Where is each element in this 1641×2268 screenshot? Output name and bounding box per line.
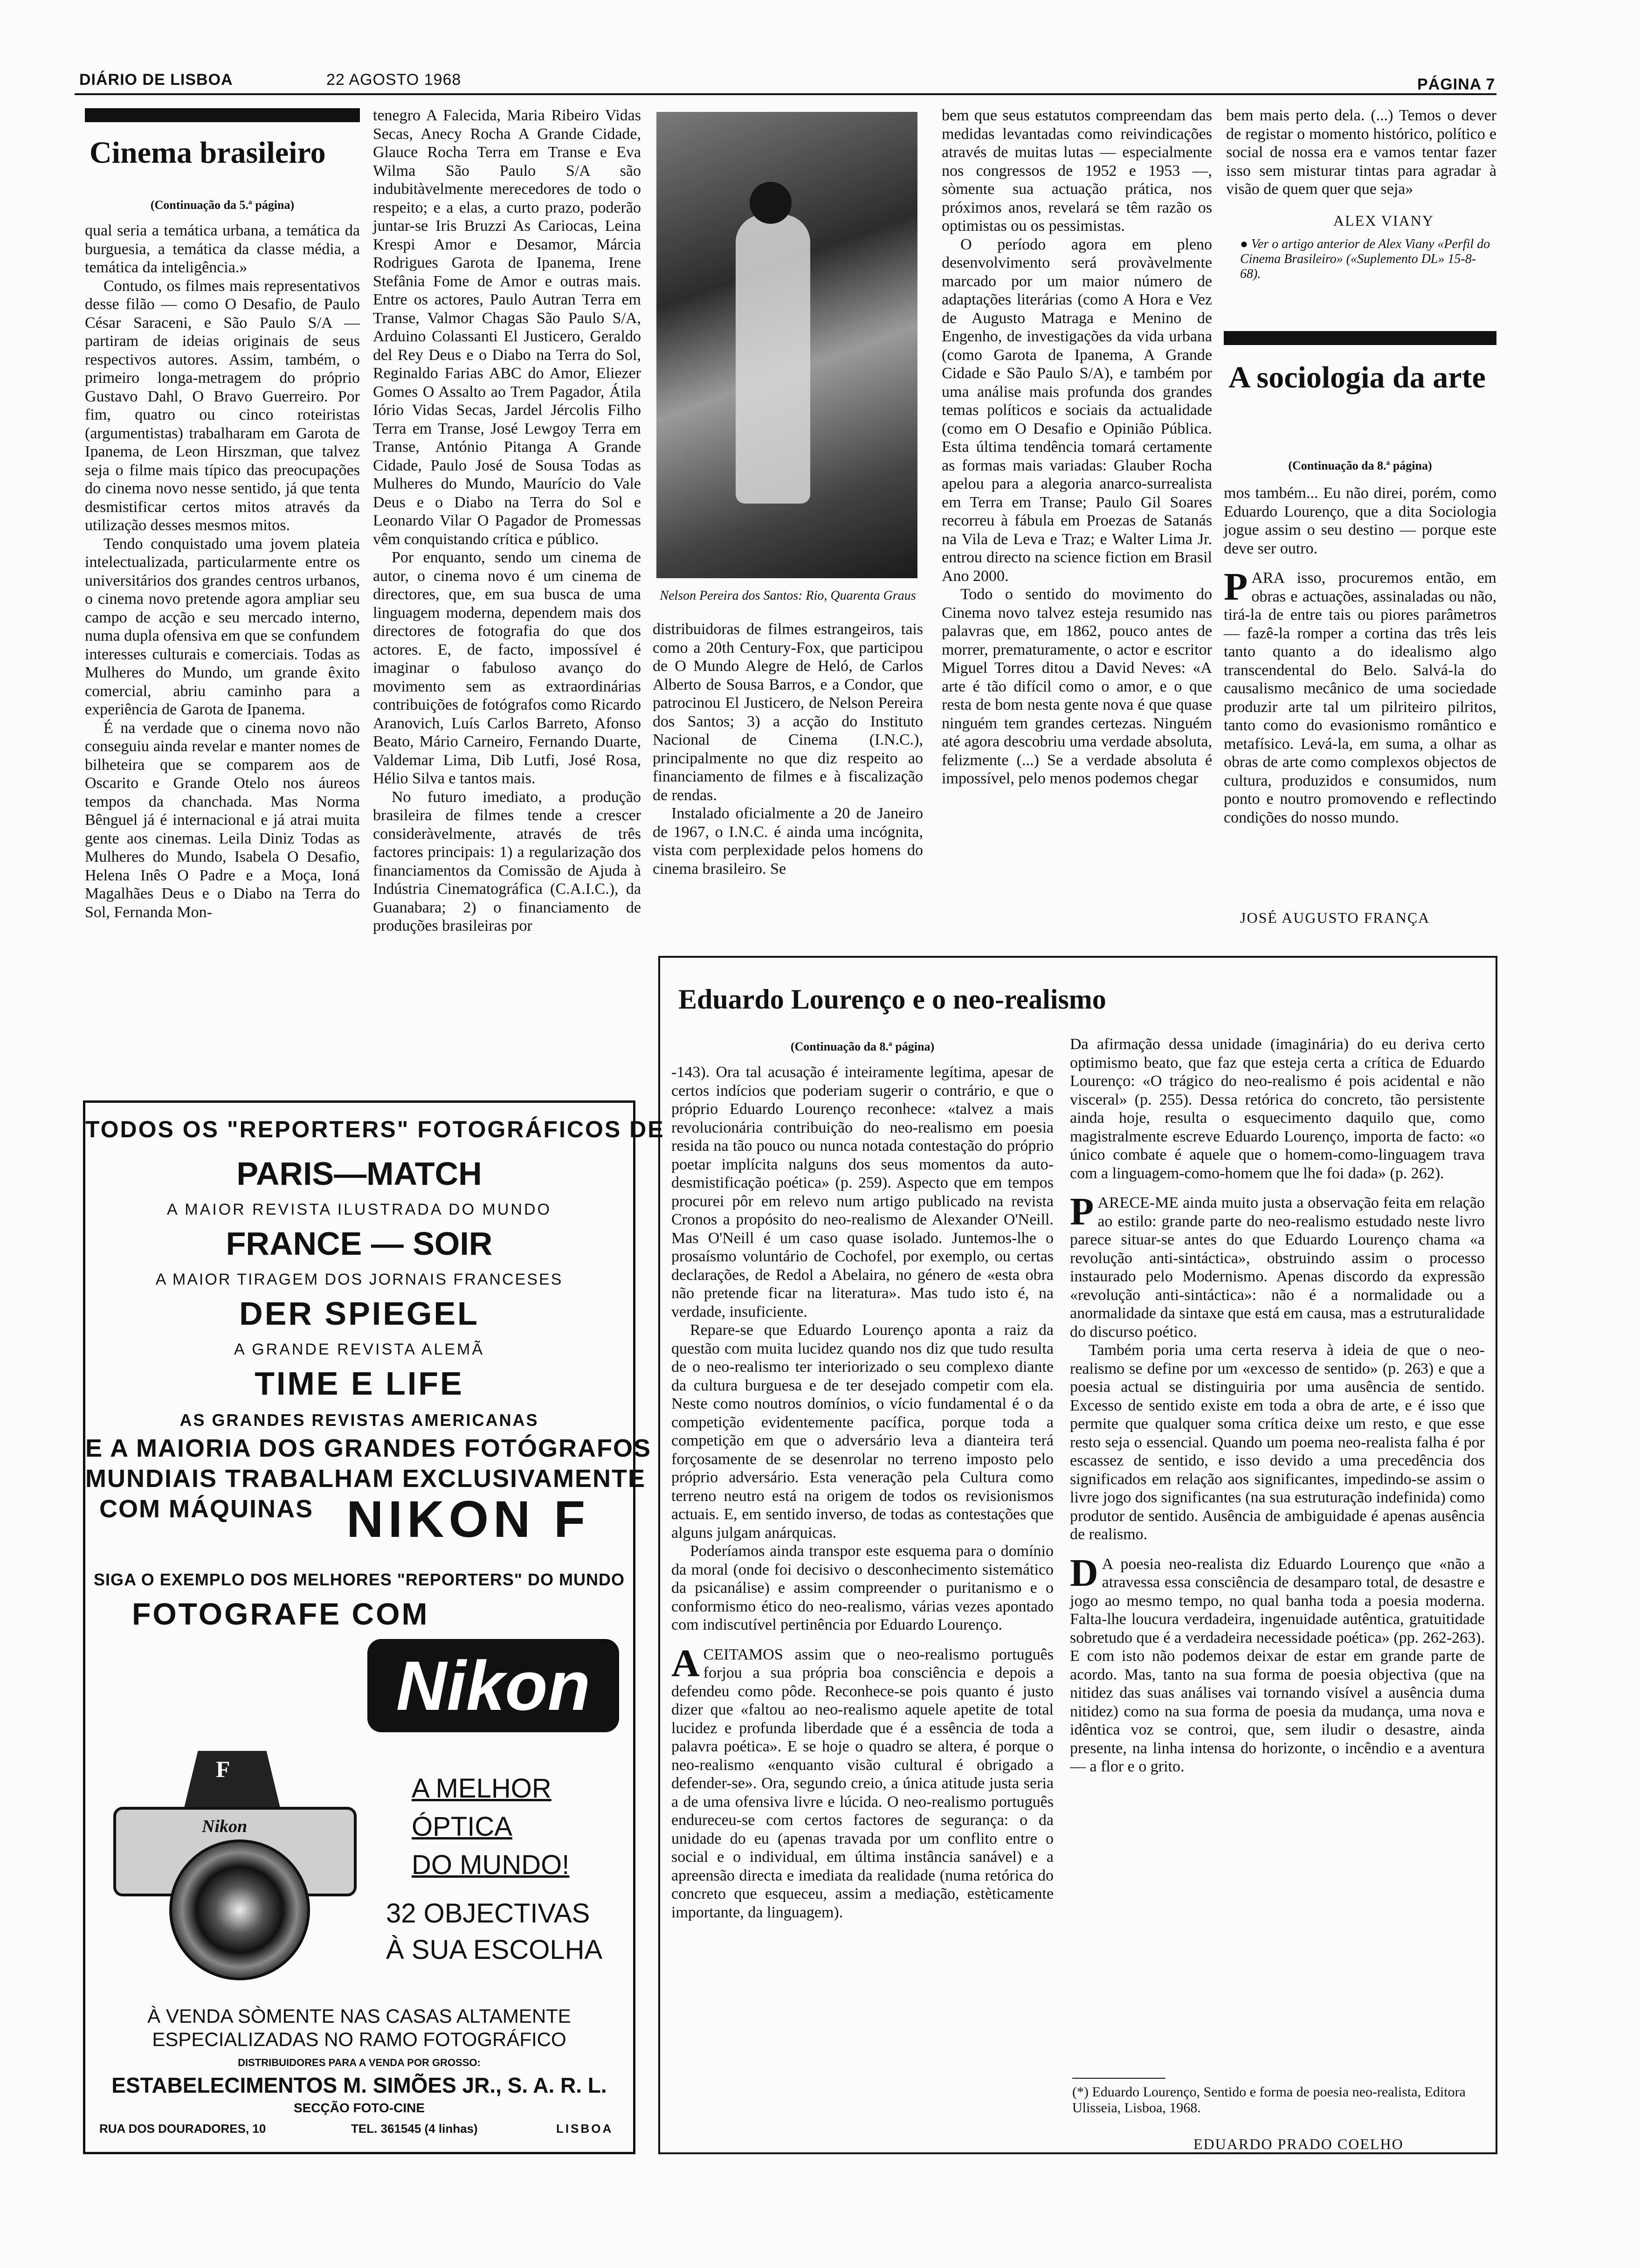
page-number: PÁGINA 7 <box>1417 76 1496 93</box>
ad-line: FOTOGRAFE COM <box>132 1597 429 1631</box>
lourenco-signature: EDUARDO PRADO COELHO <box>1193 2136 1404 2152</box>
ad-line: AS GRANDES REVISTAS AMERICANAS <box>179 1411 539 1430</box>
ad-brand: FRANCE — SOIR <box>226 1225 493 1262</box>
lourenco-footnote: (*) Eduardo Lourenço, Sentido e forma de poesia neo-realista, Editora Ulisseia, Lisboa, 1968. <box>1072 2084 1466 2116</box>
ad-line: SIGA O EXEMPLO DOS MELHORES "REPORTERS" DO MUNDO <box>94 1570 625 1589</box>
ad-line: COM MÁQUINAS <box>99 1495 313 1523</box>
bullet-icon: ● <box>1240 237 1251 251</box>
ad-brand: DER SPIEGEL <box>239 1295 479 1332</box>
cinema-col2: tenegro A Falecida, Maria Ribeiro Vidas Secas, Anecy Rocha A Grande Cidade, Glauce Rocha Terra em Transe e Eva Wilma São Paulo S/A são indubitàvelmente merecedores de todo o respeito; e a elas, a curto prazo, poderão juntar-se Iris Bruzzi As Cariocas, Leina Krespi Amor e Desamor, Márcia Rodrigues Garota de Ipanema, Irene Stefânia Fome de Amor e outras mais. Entre os actores, Paulo Autran Terra em Transe, Valmor Chagas São Paulo S/A, Arduino Colassanti El Justicero, Geraldo del Rey Deus e o Diabo na Terra do Sol, Reginaldo Farias ABC do Amor, Eliezer Gomes O Assalto ao Trem Pagador, Átila Iório Vidas Secas, Jardel Jércolis Filho Terra em Transe, José Lewgoy Terra em Transe, António Pitanga A Grande Cidade, Paulo José de Sousa Todas as Mulheres do Mundo, Maurício do Vale Deus e o Diabo na Terra do Sol e Leonardo Vilar O Pagador de Promessas vêm conquistando crítica e público. Por enquanto, sendo um cinema de autor, o cinema novo é um cinema de directores, que, em sua busca de uma linguagem moderna, dependem mais dos directores de fotografia do que dos actores. E, de facto, impossível é imaginar o fabuloso avanço do movimento sem as extraordinárias contribuições de fotógrafos como Ricardo Aranovich, Luís Carlos Barreto, Afonso Beato, Mário Carneiro, Fernando Duarte, Valdemar Lima, Dib Lutfi, José Rosa, Hélio Silva e tantos mais. No futuro imediato, a produção brasileira de filmes tende a crescer consideràvelmente, através de três factores principais: 1) a regularização dos financiamentos da Comissão de Ajuda à Indústria Cinematográfica (C.A.I.C.), da Guanabara; 2) o financiamento de produções brasileiras por <box>373 107 641 934</box>
ad-line: DISTRIBUIDORES PARA A VENDA POR GROSSO: <box>238 2057 481 2068</box>
cinema-col5: bem mais perto dela. (...) Temos o dever de registar o momento histórico, político e social de nossa era e vamos tentar fazer isso sem misturar tintas para agradar à visão de quem quer que seja» <box>1226 107 1496 198</box>
cinema-col4: bem que seus estatutos compreendam das medidas levantadas como reivindicações através de muitas lutas — especialmente nos congressos de 1952 e 1953 —, sòmente sua actuação prática, nos próximos anos, revelará se têm razão os optimistas ou os pessimistas. O período agora em pleno desenvolvimento será provàvelmente marcado por um maior número de adaptações literárias (como A Hora e Vez de Augusto Matraga e Menino de Engenho, de investigações da vida urbana (como Garota de Ipanema, A Grande Cidade e São Paulo S/A), e também por uma análise mais profunda dos grandes temas políticos e sociais da actualidade (como em O Desafio e Opinião Pública. Esta última tendência tomará certamente as formas mais variadas: Glauber Rocha apelou para a alegoria anarco-surrealista em Terra em Transe; Paulo Gil Soares recorreu à fábula em Proezas de Satanás na Vila de Leva e Traz; e Walter Lima Jr. entrou directo na science fiction em Brasil Ano 2000. Todo o sentido do movimento do Cinema novo talvez esteja resumido nas palavras que, em 1862, pouco antes de morrer, prematuramente, o actor e escritor Miguel Torres ditou a David Neves: «A arte é tão difícil como o amor, e o que resta de bom nesta gente nova é que quase ninguém tem grandes certezas. Ninguém até agora descobriu uma verdade absoluta, felizmente (...) Se a verdade absoluta é impossível, pelo menos podemos chegar <box>942 107 1212 787</box>
photo-caption: Nelson Pereira dos Santos: Rio, Quarenta Graus <box>660 588 916 603</box>
section-bar <box>1224 331 1496 345</box>
newspaper-name: DIÁRIO DE LISBOA <box>79 71 233 89</box>
drop-cap: A <box>671 1641 700 1685</box>
camera-illustration: F Nikon <box>113 1746 351 1993</box>
nikon-ad <box>83 1100 665 2154</box>
ad-address: RUA DOS DOURADORES, 10 <box>99 2122 266 2136</box>
ad-objectives: 32 OBJECTIVAS À SUA ESCOLHA <box>386 1898 603 1965</box>
lourenco-continuation: (Continuação da 8.ª página) <box>790 1040 935 1053</box>
lourenco-col1: -143). Ora tal acusação é inteiramente legítima, apesar de certos indícios que poderiam sugerir o contrário, e que o próprio Eduardo Lourenço reconhece: «talvez a mais revolucionária contribuição do neo-realismo em poesia resida na tão pouco ou nunca notada contestação do próprio poetar implícita nalguns dos seus momentos da auto-desmistificação poética» (p. 259). Aspecto que em tempos procurei pôr em relevo num artigo publicado na revista Cronos a propósito do neo-realismo de Alexander O'Neill. Mas O'Neill é um caso quase isolado. Juntemos-lhe o prosaísmo voluntário de Cochofel, por exemplo, ou certas declarações, de Redol a Abelaira, no género de «esta obra não pretende ficar na literatura». Mas tudo isto é, na verdade, insuficiente. Repare-se que Eduardo Lourenço aponta a raiz da questão com muita lucidez quando nos diz que tudo resulta de o neo-realismo ter interiorizado o seu complexo diante da cultura burguesa e de ter desejado competir com ela. Neste como noutros domínios, o vício fundamental é o da competição evidentemente pacífica, porque toda a competição em que o adversário leva a dianteira terá forçosamente de se desenrolar no terreno imposto pelo próprio adversário. Esta veneração pela Cultura como terreno neutro está na origem de todos os revisionismos actuais. E, em sentido inverso, de todas as contestações que alguns julgam anárquicas. Poderíamos ainda transpor este esquema para o domínio da moral (onde foi decisivo o desconhecimento sistemático da psicanálise) e assim compreender o puritanismo e o conformismo ético do neo-realismo, várias vezes apontado com indiscutível pertinência por Eduardo Lourenço. ACEITAMOS assim que o neo-realismo português forjou a sua própria boa consciência e depois a defendeu como pôde. Reconhece-se pois quanto é justo dizer que «faltou ao neo-realismo aquele apetite de total lucidez e profunda liberdade que é a essência de toda a palavra poética». E se hoje o quadro se altera, é porque o neo-realismo «enquanto visão cultural é obrigado a defender-se». Ora, segundo creio, a única atitude justa seria a de uma ofensiva livre e lúcida. O neo-realismo português endureceu-se com certos factores de segurança: o da unidade do eu (apenas travada por um conflito entre o social e o individual, em última instância sanável) e a apreensão directa e imediata da realidade (numa retórica do concreto que esqueceu, assim a mediação, estèticamente importante, da linguagem). <box>671 1064 1054 1921</box>
ad-line: TODOS OS "REPORTERS" FOTOGRÁFICOS DE <box>85 1116 665 1142</box>
ad-line: A MAIOR TIRAGEM DOS JORNAIS FRANCESES <box>155 1271 563 1288</box>
ad-slogan: A MELHOR ÓPTICA DO MUNDO! <box>412 1773 570 1880</box>
ad-brand: TIME E LIFE <box>255 1365 464 1402</box>
nikon-logo: Nikon <box>367 1639 619 1732</box>
ad-city: LISBOA <box>556 2122 614 2136</box>
ad-line: A GRANDE REVISTA ALEMÃ <box>234 1341 485 1358</box>
lourenco-col2: Da afirmação dessa unidade (imaginária) do eu deriva certo optimismo beato, que faz que esteja certa a crítica de Eduardo Lourenço: «O trágico do neo-realismo é pois acidental e não visceral» (p. 255). Dessa retórica do concreto, tão persistente ainda hoje, resulta o esquecimento daquilo que, como magistralmente escreve Eduardo Lourenço, importa de facto: «o único combate é aquele que o homem-como-linguagem trava com a linguagem-como-homem que lhe foi dada» (p. 262). PARECE-ME ainda muito justa a observação feita em relação ao estilo: grande parte do neo-realismo estudado neste livro parece situar-se antes do que Eduardo Lourenço chama «a revolução anti-sintáctica», obstruindo assim o processo instaurado pelo Modernismo. Apenas discordo da expressão «revolução anti-sintáctica»: não é a normalidade ou a anormalidade da sintaxe que está em causa, mas a estruturalidade do discurso poético. Também poria uma certa reserva à ideia de que o neo-realismo se define por um «excesso de sentido» (p. 263) e que a poesia actual se distinguiria por uma ausência de sentido. Excesso de sentido existe em toda a obra de arte, e é isso que permite que qualquer soma crítica deixe um resto, e que esse resto seja o essencial. Quando um poema neo-realista falha é por escassez de sentido, e isso devido a uma precedência dos significados em relação aos significantes, impedindo-se assim o livre jogo dos significantes (na sua estruturação indefinida) como produtor de sentido. Ausência de ambiguidade é apenas ausência de realismo. D A poesia neo-realista diz Eduardo Lourenço que «não a atravessa essa consciência de desamparo total, de desastre e jogo ao mesmo tempo, no qual banha toda a poesia moderna. Falta-lhe loucura verdadeira, ingenuidade autêntica, gratuitidade sobretudo que é a verdadeira necessidade poética» (pp. 262-263). E com isto não podemos deixar de estar em grande parte de acordo. Mas, tanto na sua forma de poesia objectiva (que na nitidez das suas análises vai tornando visível a ausência duma nitidez) como na sua forma de poesia da mudança, uma nova e idêntica voz se controi, que, sem iludir o desastre, ainda presente, na linha intensa do horizonte, o incêndio e a aventura — a flor e o grito. <box>1070 1036 1485 1775</box>
sociologia-signature: JOSÉ AUGUSTO FRANÇA <box>1240 909 1430 926</box>
sociologia-title: A sociologia da arte <box>1228 360 1486 394</box>
ad-line: SECÇÃO FOTO-CINE <box>293 2101 425 2115</box>
film-still-photo <box>656 112 917 578</box>
ad-line: MUNDIAIS TRABALHAM EXCLUSIVAMENTE <box>85 1465 646 1493</box>
drop-cap: P <box>1070 1190 1094 1233</box>
ad-line: ESPECIALIZADAS NO RAMO FOTOGRÁFICO <box>152 2028 566 2050</box>
sociologia-continuation: (Continuação da 8.ª página) <box>1288 459 1432 472</box>
ad-line: E A MAIORIA DOS GRANDES FOTÓGRAFOS <box>85 1434 652 1462</box>
sociologia-body: mos também... Eu não direi, porém, como Eduardo Lourenço, que a dita Sociologia jogue assim o seu destino — porque este deve ser outro. PARA isso, procuremos então, em obras e actuações, assinaladas ou não, tirá-la de entre tais ou piores parâmetros — fazê-la romper a cortina das três leis tanto quanto a do idealismo algo transcendental do Belo. Salvá-la do causalismo mecânico de uma sociedade produzir arte tal um pilriteiro pilritos, tanto como do evasionismo romântico e metafísico. Levá-la, em suma, a olhar as obras de arte como complexos objectos de cultura, produzidos e consumidos, num ponto e noutro promovendo e reflectindo condições do nosso mundo. <box>1224 484 1496 826</box>
ad-product: NIKON F <box>346 1491 590 1548</box>
ad-phone: TEL. 361545 (4 linhas) <box>351 2122 478 2136</box>
lourenco-title: Eduardo Lourenço e o neo-realismo <box>678 984 1106 1015</box>
ad-brand: PARIS—MATCH <box>236 1155 482 1192</box>
issue-date: 22 AGOSTO 1968 <box>326 71 462 89</box>
footnote-rule <box>1072 2078 1165 2079</box>
cinema-continuation: (Continuação da 5.ª página) <box>150 198 295 212</box>
ad-line: À VENDA SÒMENTE NAS CASAS ALTAMENTE <box>147 2005 571 2027</box>
drop-cap: P <box>1224 565 1248 608</box>
ad-line: A MAIOR REVISTA ILUSTRADA DO MUNDO <box>167 1201 552 1218</box>
section-bar <box>85 108 360 122</box>
cinema-signature: ALEX VIANY <box>1333 212 1434 229</box>
ad-distributor: ESTABELECIMENTOS M. SIMÕES JR., S. A. R. L. <box>111 2073 607 2097</box>
header-rule <box>75 93 1496 95</box>
cinema-col3: distribuidoras de filmes estrangeiros, tais como a 20th Century-Fox, que participou de O Mundo Alegre de Heló, de Carlos Alberto de Sousa Barros, e a Condor, que patrocinou El Justicero, de Nelson Pereira dos Santos; 3) a acção do Instituto Nacional de Cinema (I.N.C.), principalmente no que diz respeito ao financiamento de filmes e à fiscalização de rendas. Instalado oficialmente a 20 de Janeiro de 1967, o I.N.C. é ainda uma incógnita, vista com perplexidade pelos homens do cinema brasileiro. Se <box>653 621 923 878</box>
cinema-note: ● Ver o artigo anterior de Alex Viany «Perfil do Cinema Brasileiro» («Suplemento DL» 15-8-68). <box>1240 237 1490 281</box>
cinema-col1: qual seria a temática urbana, a temática da burguesia, a temática da classe média, a temática da inteligência.» Contudo, os filmes mais representativos desse filão — como O Desafio, de Paulo César Saraceni, e São Paulo S/A — partiram de ideias originais de seus respectivos autores. Assim, também, o primeiro longa-metragem do próprio Gustavo Dahl, O Bravo Guerreiro. Por fim, quatro ou cinco roteiristas (argumentistas) trabalharam em Garota de Ipanema, de Leon Hirszman, que talvez seja o filme mais típico das preocupações do cinema novo nesse sentido, já que tenta desmistificar certos mitos através da utilização desses mesmos mitos. Tendo conquistado uma jovem plateia intelectualizada, particularmente entre os universitários dos grandes centros urbanos, o cinema novo pretende agora ampliar seu campo de acção e seu mercado interno, numa dupla ofensiva em que se confundem interesses culturais e comerciais. Todas as Mulheres do Mundo, um grande êxito comercial, abriu caminho para a experiência de Garota de Ipanema. É na verdade que o cinema novo não conseguiu ainda revelar e manter nomes de bilheteira que se comparem aos de Oscarito e Grande Otelo nos áureos tempos da chanchada. Mas Norma Bênguel já é internacional e já atrai muita gente aos cinemas. Leila Diniz Todas as Mulheres do Mundo, Isabela O Desafio, Helena Inês O Padre e a Moça, Ioná Magalhães Deus e o Diabo na Terra do Sol, Fernanda Mon- <box>85 222 360 921</box>
cinema-title: Cinema brasileiro <box>90 136 326 170</box>
drop-cap: D <box>1070 1551 1098 1595</box>
